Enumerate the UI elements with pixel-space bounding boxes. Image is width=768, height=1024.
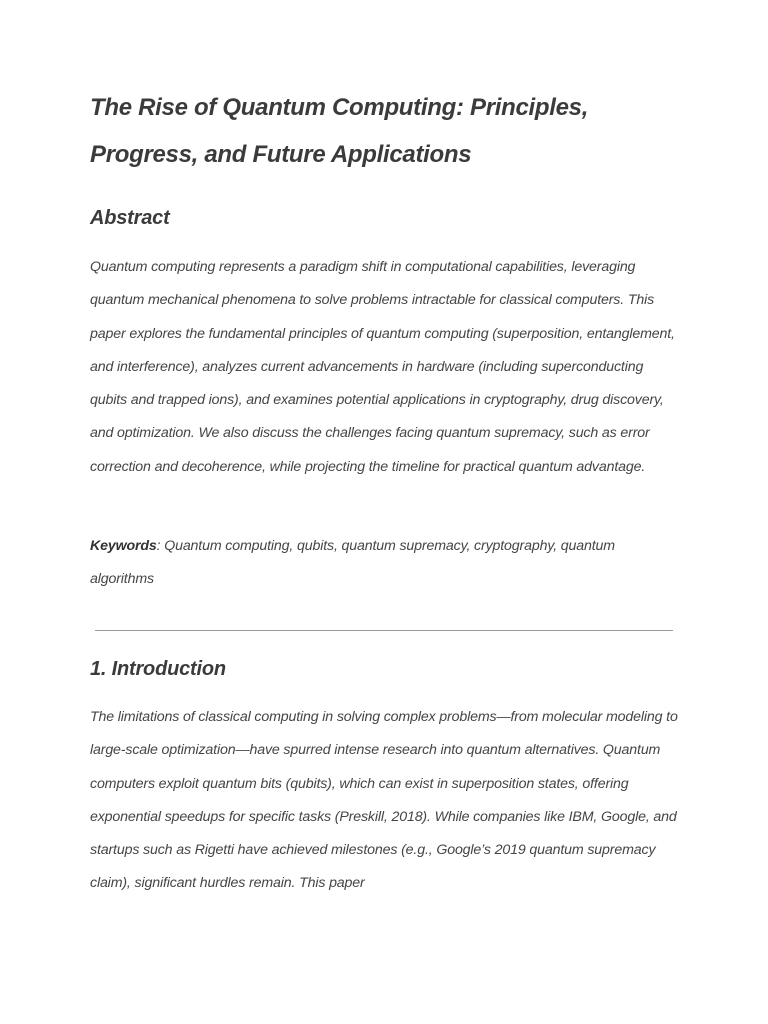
section-divider <box>95 630 673 631</box>
keywords-line <box>90 530 678 597</box>
introduction-paragraph: The limitations of classical computing in solving complex problems—from molecular modeling to large-scale optimization—have spurred intense research into quantum alternatives. Quantum computers exploit quantum bits (qubits), which can exist in superposition states, offering exponential speedups for specific tasks (Preskill, 2018). While companies like IBM, Google, and startups such as Rigetti have achieved milestones (e.g., Google’s 2019 quantum supremacy claim), significant hurdles remain. This paper <box>90 709 678 892</box>
keywords-text: : Quantum computing, qubits, quantum supremacy, cryptography, quantum algorithms <box>90 538 615 588</box>
abstract-paragraph: Quantum computing represents a paradigm shift in computational capabilities, leveraging quantum mechanical phenomena to solve problems intractable for classical computers. This paper explores the fundamental principles of quantum computing (superposition, entanglement, and interference), analyzes current advancements in hardware (including superconducting qubits and trapped ions), and examines potential applications in cryptography, drug discovery, and optimization. We also discuss the challenges facing quantum supremacy, such as error correction and decoherence, while projecting the timeline for practical quantum advantage. <box>90 259 675 475</box>
paper-title: The Rise of Quantum Computing: Principles, Progress, and Future Applications <box>90 94 589 168</box>
abstract-heading: Abstract <box>90 207 170 229</box>
keywords-label: Keywords <box>90 538 157 554</box>
introduction-heading: 1. Introduction <box>90 658 226 680</box>
